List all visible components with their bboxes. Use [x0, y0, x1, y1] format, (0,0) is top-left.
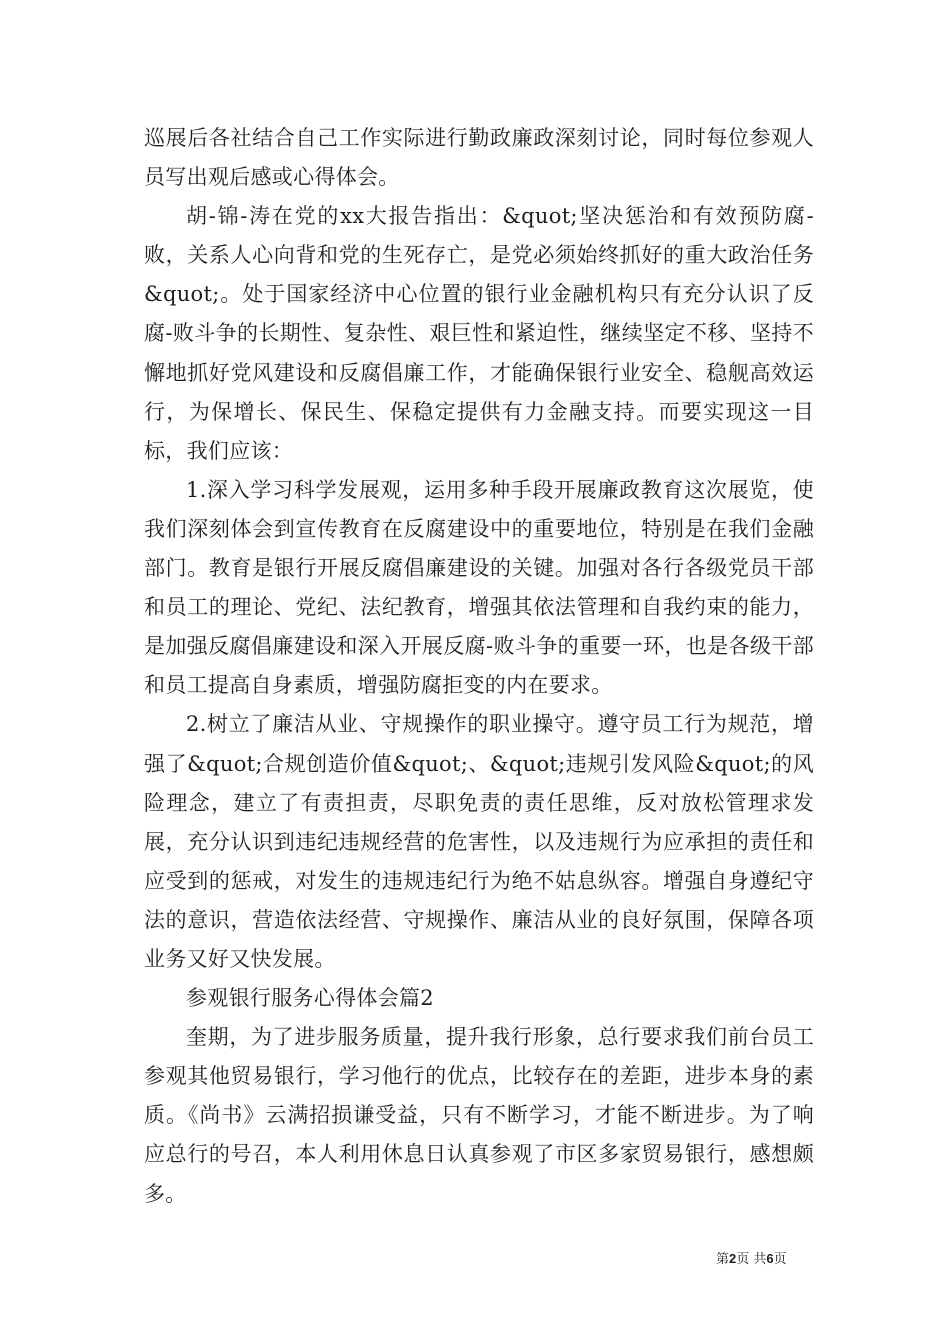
document-body	[144, 119, 814, 1214]
paragraph-2: 胡-锦-涛在党的xx大报告指出：&quot;坚决惩治和有效预防腐-败，关系人心向背和党的生死存亡，是党必须始终抓好的重大政治任务&quot;。处于国家经济中心位置的银行业金融机构只有充分认识了反腐-败斗争的长期性、复杂性、艰巨性和紧迫性，继续坚定不移、坚持不懈地抓好党风建设和反腐倡廉工作，才能确保银行业安全、稳舰高效运行，为保增长、保民生、保稳定提供有力金融支持。而要实现这一目标，我们应该：	[144, 204, 814, 463]
footer-middle: 页 共	[736, 1252, 767, 1267]
paragraph-1: 巡展后各社结合自己工作实际进行勤政廉政深刻讨论，同时每位参观人员写出观后感或心得体会。	[144, 126, 814, 190]
paragraph-4: 2.树立了廉洁从业、守规操作的职业操守。遵守员工行为规范，增强了&quot;合规创造价值&quot;、&quot;违规引发风险&quot;的风险理念，建立了有责担责，尽职免责的责任思维，反对放松管理求发展，充分认识到违纪违规经营的危害性，以及违规行为应承担的责任和应受到的惩戒，对发生的违规违纪行为绝不姑息纵容。增强自身遵纪守法的意识，营造依法经营、守规操作、廉洁从业的良好氛围，保障各项业务又好又快发展。	[144, 712, 814, 971]
footer-current-page: 2	[729, 1251, 737, 1266]
paragraph-5: 奎期，为了进步服务质量，提升我行形象，总行要求我们前台员工参观其他贸易银行，学习他行的优点，比较存在的差距，进步本身的素质。《尚书》云满招损谦受益，只有不断学习，才能不断进步。为了响应总行的号召，本人利用休息日认真参观了市区多家贸易银行，感想颇多。	[144, 1025, 814, 1206]
paragraph-3: 1.深入学习科学发展观，运用多种手段开展廉政教育这次展览，使我们深刻体会到宣传教育在反腐建设中的重要地位，特别是在我们金融部门。教育是银行开展反腐倡廉建设的关键。加强对各行各级党员干部和员工的理论、党纪、法纪教育，增强其依法管理和自我约束的能力，是加强反腐倡廉建设和深入开展反腐-败斗争的重要一环，也是各级干部和员工提高自身素质，增强防腐拒变的内在要求。	[144, 477, 814, 698]
footer-suffix: 页	[773, 1252, 787, 1267]
footer-total-pages: 6	[766, 1251, 774, 1266]
footer-prefix: 第	[716, 1252, 730, 1267]
page-footer	[716, 1248, 787, 1267]
section-heading: 参观银行服务心得体会篇2	[186, 986, 434, 1011]
